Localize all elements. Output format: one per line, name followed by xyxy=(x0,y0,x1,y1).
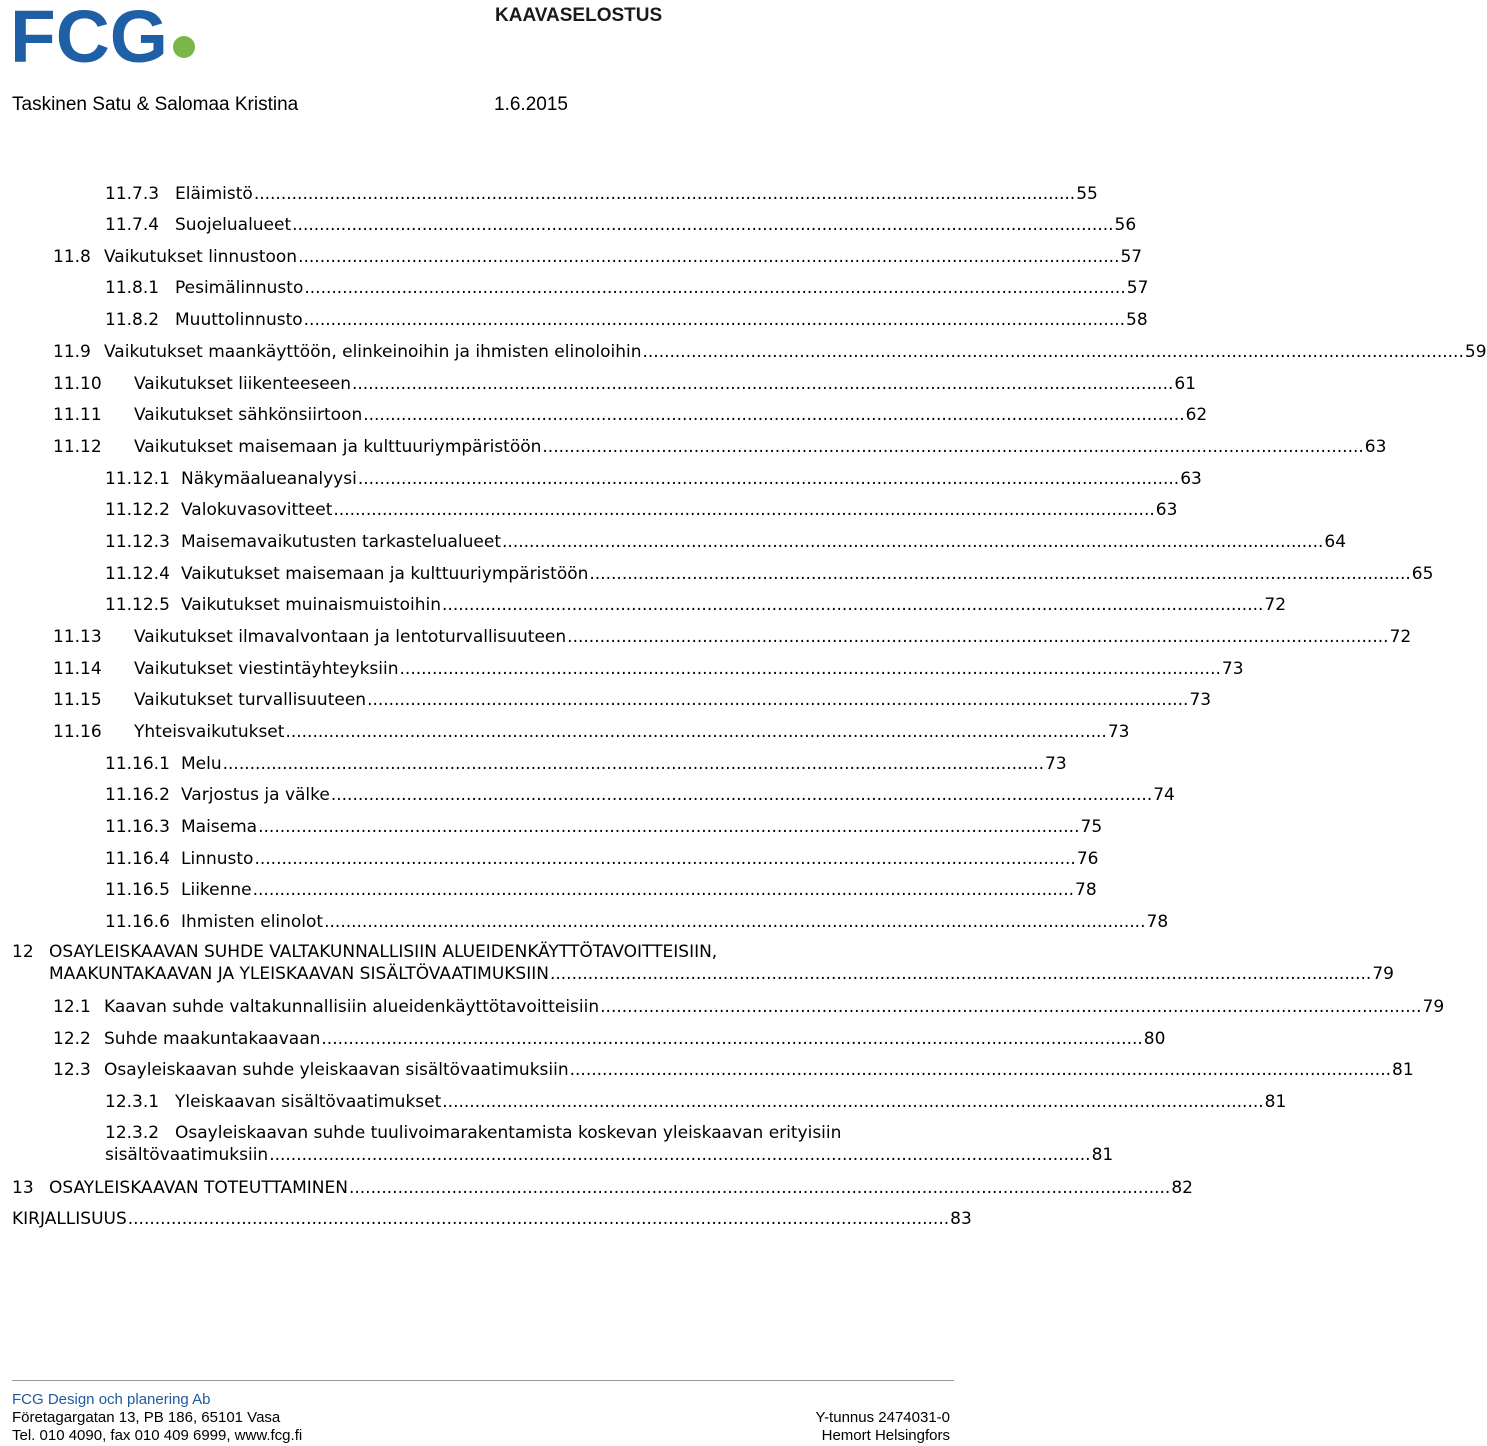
toc-leader: ........................................................................................................................................................ xyxy=(304,278,1126,298)
logo-text: FCG xyxy=(10,0,168,78)
toc-number: 11.16.5 xyxy=(105,880,170,900)
toc-title: Vaikutukset maankäyttöön, elinkeinoihin ja ihmisten elinoloihin xyxy=(104,342,642,362)
toc-page: 82 xyxy=(1171,1178,1193,1198)
toc-title: Vaikutukset liikenteeseen xyxy=(134,374,351,394)
toc-leader: ........................................................................................................................................................ xyxy=(253,184,1076,204)
toc-number: 11.8.2 xyxy=(105,310,160,330)
toc-leader: ........................................................................................................................................................ xyxy=(567,627,1389,647)
toc-title: Melu xyxy=(181,754,222,774)
toc-page: 76 xyxy=(1076,849,1099,869)
toc-page: 81 xyxy=(1392,1060,1414,1080)
toc-leader: ........................................................................................................................................................ xyxy=(252,880,1075,900)
toc-page: 83 xyxy=(950,1209,972,1229)
toc-page: 75 xyxy=(1080,817,1103,837)
toc-page: 72 xyxy=(1389,627,1412,647)
toc-title: Eläimistö xyxy=(175,184,253,204)
toc-title: Kaavan suhde valtakunnallisiin alueidenkäyttötavoitteisiin xyxy=(104,997,600,1017)
toc-leader: ........................................................................................................................................................ xyxy=(269,1145,1091,1165)
toc-number: 11.16.1 xyxy=(105,754,170,774)
toc-leader: ........................................................................................................................................................ xyxy=(363,405,1185,425)
toc-entry[interactable] xyxy=(53,1027,1166,1051)
toc-leader: ........................................................................................................................................................ xyxy=(254,849,1076,869)
toc-entry[interactable] xyxy=(53,340,1487,364)
toc-entry[interactable] xyxy=(105,878,1097,902)
toc-leader: ........................................................................................................................................................ xyxy=(222,754,1045,774)
toc-entry-12-3-2[interactable] xyxy=(105,1122,1114,1166)
toc-leader: ........................................................................................................................................................ xyxy=(502,532,1324,552)
toc-title: Varjostus ja välke xyxy=(181,785,330,805)
authors: Taskinen Satu & Salomaa Kristina xyxy=(12,94,299,115)
toc-title: Linnusto xyxy=(181,849,254,869)
toc-leader: ........................................................................................................................................................ xyxy=(569,1060,1392,1080)
toc-page: 65 xyxy=(1411,564,1434,584)
toc-title-line2: sisältövaatimuksiin xyxy=(105,1145,269,1165)
toc-number: 11.16.4 xyxy=(105,849,170,869)
toc-entry[interactable] xyxy=(53,995,1445,1019)
footer-contact: Tel. 010 4090, fax 010 409 6999, www.fcg.fi xyxy=(12,1427,303,1444)
toc-number: 11.12.4 xyxy=(105,564,170,584)
toc-number: 11.12.1 xyxy=(105,469,170,489)
toc-leader: ........................................................................................................................................................ xyxy=(298,247,1120,267)
toc-entry[interactable] xyxy=(105,1090,1287,1114)
toc-leader: ........................................................................................................................................................ xyxy=(542,437,1364,457)
toc-entry[interactable] xyxy=(53,372,1197,396)
toc-number: 11.9 xyxy=(53,342,91,362)
toc-number: 12.1 xyxy=(53,997,91,1017)
toc-page: 73 xyxy=(1045,754,1067,774)
toc-number: 11.15 xyxy=(53,690,102,710)
toc-title: Suhde maakuntakaavaan xyxy=(104,1029,321,1049)
toc-title-line2: MAAKUNTAKAAVAN JA YLEISKAAVAN SISÄLTÖVAATIMUKSIIN xyxy=(49,964,549,984)
toc-entry[interactable] xyxy=(105,467,1202,491)
toc-number: 11.14 xyxy=(53,659,102,679)
footer-address: Företagargatan 13, PB 186, 65101 Vasa xyxy=(12,1409,281,1426)
toc-leader: ........................................................................................................................................................ xyxy=(321,1029,1143,1049)
toc-number: 11.12.5 xyxy=(105,595,170,615)
toc-number: 11.8 xyxy=(53,247,91,267)
toc-title: KIRJALLISUUS xyxy=(12,1209,127,1229)
toc-title: Vaikutukset ilmavalvontaan ja lentoturvallisuuteen xyxy=(134,627,567,647)
toc-number: 11.12.2 xyxy=(105,500,170,520)
toc-number: 11.7.4 xyxy=(105,215,160,235)
toc-page: 57 xyxy=(1120,247,1143,267)
toc-entry[interactable] xyxy=(12,1176,1193,1200)
toc-page: 80 xyxy=(1143,1029,1166,1049)
toc-leader: ........................................................................................................................................................ xyxy=(549,964,1372,984)
toc-title: Vaikutukset maisemaan ja kulttuuriympäristöön xyxy=(134,437,542,457)
toc-leader: ........................................................................................................................................................ xyxy=(399,659,1221,679)
toc-number: 11.16.6 xyxy=(105,912,170,932)
footer xyxy=(12,1391,950,1445)
toc-entry[interactable] xyxy=(105,593,1287,617)
toc-entry[interactable] xyxy=(53,403,1208,427)
toc-number: 12.3.1 xyxy=(105,1092,160,1112)
toc-leader: ........................................................................................................................................................ xyxy=(600,997,1422,1017)
toc-page: 78 xyxy=(1146,912,1169,932)
toc-title: Vaikutukset maisemaan ja kulttuuriympäristöön xyxy=(181,564,589,584)
toc-entry[interactable] xyxy=(105,498,1178,522)
toc-page: 63 xyxy=(1155,500,1178,520)
toc-page: 81 xyxy=(1264,1092,1287,1112)
toc-leader: ........................................................................................................................................................ xyxy=(642,342,1464,362)
toc-page: 72 xyxy=(1264,595,1287,615)
toc-title: Valokuvasovitteet xyxy=(181,500,333,520)
toc-number: 12 xyxy=(12,942,34,962)
toc-page: 61 xyxy=(1174,374,1197,394)
toc-page: 63 xyxy=(1364,437,1387,457)
toc-leader: ........................................................................................................................................................ xyxy=(442,1092,1264,1112)
toc-entry[interactable] xyxy=(105,783,1175,807)
toc-page: 78 xyxy=(1075,880,1097,900)
toc-title: Vaikutukset sähkönsiirtoon xyxy=(134,405,363,425)
doc-type: KAAVASELOSTUS xyxy=(495,5,663,26)
toc-title: Maisema xyxy=(181,817,258,837)
toc-page: 73 xyxy=(1107,722,1130,742)
toc-entry[interactable] xyxy=(105,276,1149,300)
toc-entry[interactable] xyxy=(53,625,1412,649)
footer-business-id: Y-tunnus 2474031-0 xyxy=(815,1409,950,1426)
toc-page: 58 xyxy=(1126,310,1148,330)
toc-entry[interactable] xyxy=(53,1058,1414,1082)
toc-page: 63 xyxy=(1180,469,1202,489)
toc-leader: ........................................................................................................................................................ xyxy=(285,722,1107,742)
toc-entry-chapter-12[interactable] xyxy=(12,941,1394,985)
toc-page: 62 xyxy=(1185,405,1208,425)
toc-title: Näkymäalueanalyysi xyxy=(181,469,357,489)
toc-leader: ........................................................................................................................................................ xyxy=(589,564,1411,584)
toc-entry[interactable] xyxy=(105,530,1347,554)
toc-page: 59 xyxy=(1464,342,1487,362)
toc-leader: ........................................................................................................................................................ xyxy=(292,215,1114,235)
toc-title: OSAYLEISKAAVAN SUHDE VALTAKUNNALLISIIN ALUEIDENKÄYTTÖTAVOITTEISIIN, xyxy=(49,942,718,962)
toc-number: 13 xyxy=(12,1178,34,1198)
toc-leader: ........................................................................................................................................................ xyxy=(333,500,1155,520)
toc-page: 73 xyxy=(1221,659,1244,679)
toc-page: 55 xyxy=(1076,184,1098,204)
toc-title: Osayleiskaavan suhde tuulivoimarakentamista koskevan yleiskaavan erityisiin xyxy=(175,1123,842,1143)
toc-entry[interactable] xyxy=(53,435,1387,459)
footer-domicile: Hemort Helsingfors xyxy=(821,1427,950,1444)
toc-page: 73 xyxy=(1189,690,1212,710)
toc-entry[interactable] xyxy=(105,910,1169,934)
toc-page: 79 xyxy=(1372,964,1394,984)
toc-leader: ........................................................................................................................................................ xyxy=(442,595,1264,615)
toc-leader: ........................................................................................................................................................ xyxy=(357,469,1180,489)
toc-number: 11.12 xyxy=(53,437,102,457)
toc-leader: ........................................................................................................................................................ xyxy=(330,785,1153,805)
toc-title: Osayleiskaavan suhde yleiskaavan sisältövaatimuksiin xyxy=(104,1060,569,1080)
toc-title: Muuttolinnusto xyxy=(175,310,303,330)
toc-title: Ihmisten elinolot xyxy=(181,912,324,932)
toc-title: Suojelualueet xyxy=(175,215,292,235)
toc-title: Maisemavaikutusten tarkastelualueet xyxy=(181,532,502,552)
toc-entry[interactable] xyxy=(53,720,1130,744)
toc-title: OSAYLEISKAAVAN TOTEUTTAMINEN xyxy=(49,1178,348,1198)
toc-page: 57 xyxy=(1126,278,1149,298)
toc-number: 11.11 xyxy=(53,405,102,425)
doc-date: 1.6.2015 xyxy=(494,94,568,115)
toc-leader: ........................................................................................................................................................ xyxy=(303,310,1126,330)
toc-leader: ........................................................................................................................................................ xyxy=(127,1209,950,1229)
toc-page: 56 xyxy=(1114,215,1137,235)
toc-page: 64 xyxy=(1324,532,1347,552)
toc-number: 11.8.1 xyxy=(105,278,160,298)
toc-leader: ........................................................................................................................................................ xyxy=(324,912,1146,932)
toc-entry[interactable] xyxy=(105,752,1067,776)
toc-number: 11.16.2 xyxy=(105,785,170,805)
toc-entry[interactable] xyxy=(53,688,1212,712)
toc-title: Yleiskaavan sisältövaatimukset xyxy=(175,1092,442,1112)
footer-divider xyxy=(12,1380,954,1381)
toc-page: 74 xyxy=(1153,785,1175,805)
toc-number: 11.16.3 xyxy=(105,817,170,837)
toc-entry[interactable] xyxy=(105,213,1137,237)
toc-entry[interactable] xyxy=(12,1207,972,1231)
toc-entry[interactable] xyxy=(53,245,1143,269)
footer-company: FCG Design och planering Ab xyxy=(12,1391,211,1408)
toc-number: 11.16 xyxy=(53,722,102,742)
toc-number: 11.13 xyxy=(53,627,102,647)
toc-page: 79 xyxy=(1422,997,1445,1017)
toc-title: Vaikutukset muinaismuistoihin xyxy=(181,595,442,615)
toc-number: 11.12.3 xyxy=(105,532,170,552)
toc-entry[interactable] xyxy=(105,308,1148,332)
toc-number: 12.3.2 xyxy=(105,1123,160,1143)
toc-title: Pesimälinnusto xyxy=(175,278,304,298)
toc-leader: ........................................................................................................................................................ xyxy=(348,1178,1171,1198)
toc-number: 12.2 xyxy=(53,1029,91,1049)
toc-number: 11.7.3 xyxy=(105,184,160,204)
toc-entry[interactable] xyxy=(105,847,1099,871)
toc-entry[interactable] xyxy=(105,815,1103,839)
toc-title: Liikenne xyxy=(181,880,252,900)
toc-entry[interactable] xyxy=(105,562,1434,586)
toc-title: Vaikutukset turvallisuuteen xyxy=(134,690,367,710)
toc-page: 81 xyxy=(1091,1145,1114,1165)
toc-title: Yhteisvaikutukset xyxy=(134,722,285,742)
toc-number: 12.3 xyxy=(53,1060,91,1080)
toc-number: 11.10 xyxy=(53,374,102,394)
toc-leader: ........................................................................................................................................................ xyxy=(258,817,1080,837)
toc-title: Vaikutukset viestintäyhteyksiin xyxy=(134,659,399,679)
toc-title: Vaikutukset linnustoon xyxy=(104,247,298,267)
toc-entry[interactable] xyxy=(105,182,1098,206)
toc-entry[interactable] xyxy=(53,657,1244,681)
toc-leader: ........................................................................................................................................................ xyxy=(367,690,1189,710)
toc-leader: ........................................................................................................................................................ xyxy=(352,374,1174,394)
